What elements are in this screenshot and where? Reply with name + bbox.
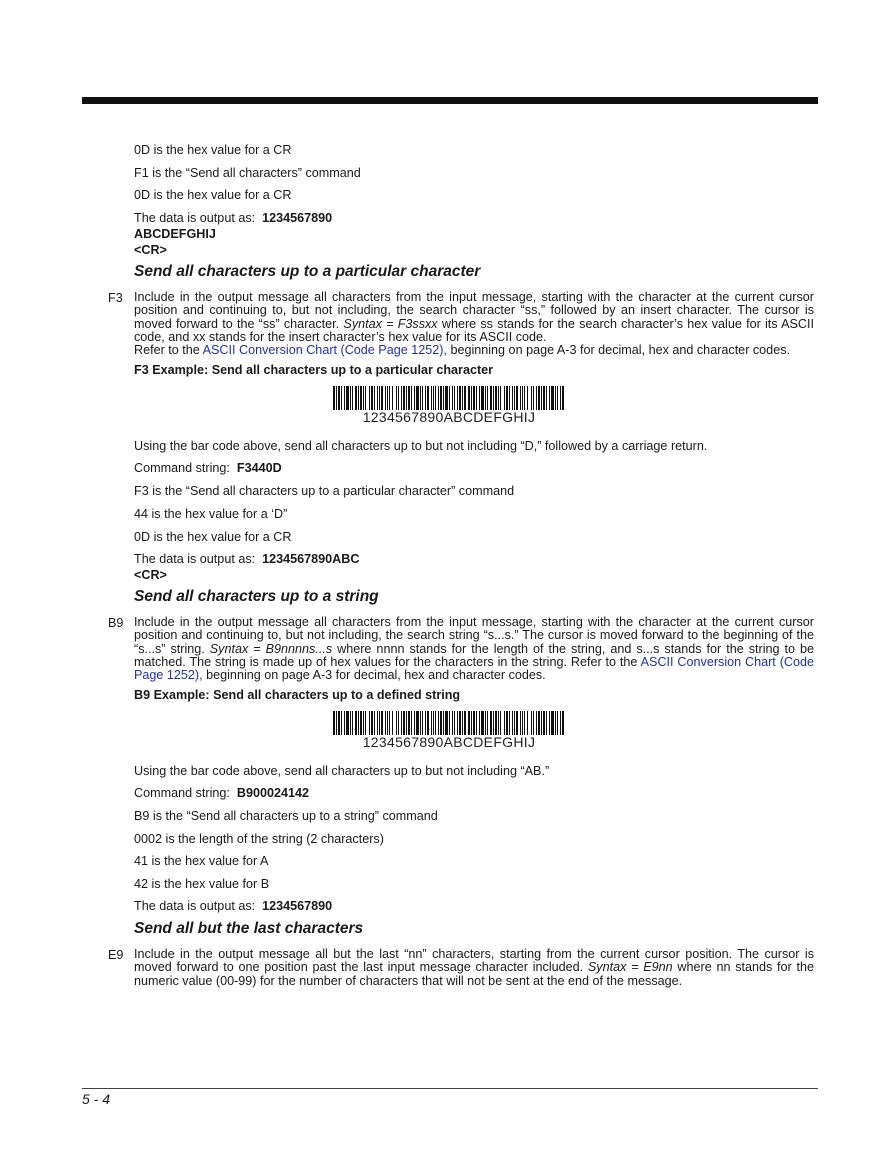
barcode-bar <box>479 711 480 735</box>
barcode-bar <box>365 386 366 410</box>
description-text: Include in the output message all characters from the input message, starting with the character at the current cursor position and continuing to, but not including, the search string “s...s.” The cursor is moved forward to the beginning of the “s...s” string. <box>134 615 814 656</box>
barcode-bar <box>485 711 486 735</box>
text-line: 41 is the hex value for A <box>134 854 269 868</box>
section-heading-f3: Send all characters up to a particular character <box>134 263 481 280</box>
barcode-bar <box>398 711 399 735</box>
barcode-bar <box>541 386 542 410</box>
barcode-bar <box>422 711 423 735</box>
barcode-bar <box>473 711 475 735</box>
output-line <box>134 552 359 566</box>
barcode-bar <box>560 386 561 410</box>
barcode-bar <box>543 711 545 735</box>
command-label: Command string: <box>134 461 230 475</box>
output-label: The data is output as: <box>134 899 256 913</box>
barcode-bar <box>369 711 370 735</box>
barcode-bar <box>452 711 453 735</box>
barcode-bar <box>420 386 421 410</box>
barcode-bar <box>344 386 345 410</box>
command-value: F3440D <box>236 461 282 475</box>
example-title-b9: B9 Example: Send all characters up to a defined string <box>134 688 461 702</box>
barcode-bar <box>506 711 508 735</box>
barcode-bar <box>543 386 545 410</box>
barcode-bar <box>333 386 335 410</box>
barcode-bar <box>454 386 455 410</box>
barcode-bar <box>427 711 429 735</box>
barcode-bar <box>398 386 399 410</box>
barcode-bar <box>438 711 439 735</box>
barcode-bar <box>506 386 508 410</box>
barcode-bar <box>411 386 412 410</box>
barcode-bar <box>538 711 540 735</box>
barcode-bar <box>333 711 335 735</box>
footer-rule <box>82 1088 818 1089</box>
barcode-bar <box>381 386 383 410</box>
barcode-text: 1234567890ABCDEFGHIJ <box>362 734 536 750</box>
example-title-f3: F3 Example: Send all characters up to a particular character <box>134 363 494 377</box>
barcode-bar <box>338 386 340 410</box>
barcode-bar <box>365 711 366 735</box>
barcode-bar <box>487 386 488 410</box>
barcode-bar <box>443 386 444 410</box>
barcode-bar <box>416 711 419 735</box>
barcode-bar <box>440 386 442 410</box>
barcode-bar <box>536 711 537 735</box>
barcode-bar <box>433 386 434 410</box>
barcode-bar <box>560 711 561 735</box>
barcode-bar <box>355 711 357 735</box>
barcode-bar <box>462 711 463 735</box>
barcode-bar <box>479 386 480 410</box>
barcode-bar <box>406 711 407 735</box>
barcode-bar <box>490 386 492 410</box>
text-line: 0D is the hex value for a CR <box>134 188 292 202</box>
barcode-text: 1234567890ABCDEFGHIJ <box>362 409 536 425</box>
refer-prefix: Refer to the <box>134 343 200 357</box>
barcode-bar <box>498 711 499 735</box>
barcode-bar <box>487 711 488 735</box>
barcode-bar <box>414 386 415 410</box>
barcode-bar <box>509 711 510 735</box>
barcode-b9 <box>333 711 565 750</box>
output-label: The data is output as: <box>134 211 256 225</box>
barcode-bar <box>538 386 540 410</box>
barcode-bar <box>389 386 390 410</box>
barcode-bar <box>352 711 353 735</box>
barcode-bar <box>449 711 450 735</box>
output-line <box>134 211 332 225</box>
barcode-bar <box>336 711 337 735</box>
barcode-bar <box>408 711 410 735</box>
barcode-bar <box>385 711 386 735</box>
text-line: 42 is the hex value for B <box>134 877 270 891</box>
command-value: B900024142 <box>236 786 310 800</box>
barcode-bar <box>493 711 494 735</box>
command-code-b9: B9 <box>108 616 124 630</box>
header-rule <box>82 97 818 104</box>
barcode-bar <box>431 386 432 410</box>
barcode-bar <box>381 711 383 735</box>
barcode-bar <box>358 386 359 410</box>
barcode-bar <box>360 711 362 735</box>
barcode-bar <box>406 386 407 410</box>
barcode-bar <box>531 386 532 410</box>
syntax: Syntax = B9nnnns...s <box>209 641 333 656</box>
barcode-bar <box>459 386 461 410</box>
barcode-bar <box>546 711 547 735</box>
barcode-bar <box>355 386 357 410</box>
output-value: 1234567890 <box>262 211 333 225</box>
barcode-bar <box>435 711 436 735</box>
text-line: 44 is the hex value for a ‘D” <box>134 507 288 521</box>
barcode-bar <box>396 386 397 410</box>
barcode-bar <box>468 711 470 735</box>
barcode-bar <box>401 711 402 735</box>
barcode-bar <box>374 386 375 410</box>
barcode-bar <box>495 711 497 735</box>
barcode-bar <box>527 386 528 410</box>
command-label: Command string: <box>134 786 230 800</box>
barcode-bar <box>371 711 373 735</box>
syntax: Syntax = E9nn <box>587 960 673 975</box>
barcode-bar <box>396 711 397 735</box>
barcode-bar <box>512 711 513 735</box>
barcode-bar <box>485 386 486 410</box>
barcode-bar <box>427 386 429 410</box>
barcode-bar <box>377 386 378 410</box>
barcode-bar <box>476 386 477 410</box>
barcode-bar <box>549 711 550 735</box>
barcode-bar <box>420 711 421 735</box>
using-line-f3: Using the bar code above, send all characters up to but not including “D,” followed by a carriage return. <box>134 439 708 453</box>
description-e9 <box>134 948 814 988</box>
description-f3 <box>134 291 814 344</box>
barcode-bar <box>546 386 547 410</box>
barcode-bar <box>403 711 405 735</box>
barcode-bar <box>445 711 448 735</box>
page-number: 5 - 4 <box>82 1091 111 1107</box>
barcode-bar <box>369 386 370 410</box>
barcode-bar <box>514 386 515 410</box>
section-heading-e9: Send all but the last characters <box>134 920 364 937</box>
section-heading-b9: Send all characters up to a string <box>134 588 379 605</box>
barcode-bar <box>459 711 461 735</box>
text-line: F3 is the “Send all characters up to a particular character” command <box>134 484 515 498</box>
description-text: where nnnn stands for the length of the string, and s...s stands for the string to be matched. The string is made up of hex values for the characters in the string. Refer to the <box>134 641 815 669</box>
barcode-bar <box>352 386 353 410</box>
barcode-bar <box>555 711 556 735</box>
command-code-f3: F3 <box>108 291 123 305</box>
barcode-bar <box>416 386 419 410</box>
barcode-bar <box>387 386 388 410</box>
barcode-bar <box>516 386 518 410</box>
barcode-bar <box>389 711 390 735</box>
output-line-2: <CR> <box>134 568 167 582</box>
barcode-bar <box>481 711 484 735</box>
barcode-bar <box>524 386 525 410</box>
barcode-bar <box>551 711 554 735</box>
barcode-bar <box>527 711 528 735</box>
barcode-bar <box>541 711 542 735</box>
command-line-f3 <box>134 461 282 475</box>
barcode-bar <box>385 386 386 410</box>
barcode-bar <box>520 711 521 735</box>
barcode-bar <box>435 386 436 410</box>
command-code-e9: E9 <box>108 948 124 962</box>
barcode-bar <box>338 711 340 735</box>
output-value: 1234567890 <box>262 899 333 913</box>
text-line: B9 is the “Send all characters up to a string” command <box>134 809 438 823</box>
barcode-bar <box>500 711 501 735</box>
barcode-bar <box>498 386 499 410</box>
barcode-bar <box>549 386 550 410</box>
barcode-bar <box>425 386 426 410</box>
barcode-bar <box>431 711 432 735</box>
barcode-bar <box>371 386 373 410</box>
barcode-bar <box>363 711 364 735</box>
barcode-bar <box>524 711 525 735</box>
barcode-bar <box>344 711 345 735</box>
description-text: where nn stands for the numeric value (00-99) for the number of characters that will not be sent at the end of the message. <box>134 960 815 988</box>
barcode-bar <box>449 386 450 410</box>
barcode-bar <box>336 386 337 410</box>
barcode-bar <box>533 386 534 410</box>
barcode-bar <box>520 386 521 410</box>
barcode-bar <box>350 711 351 735</box>
output-line-3: <CR> <box>134 243 167 257</box>
barcode-bar <box>476 711 477 735</box>
barcode-bar <box>379 711 380 735</box>
barcode-bar <box>350 386 351 410</box>
barcode-bar <box>514 711 515 735</box>
barcode-bar <box>358 711 359 735</box>
barcode-bar <box>443 711 444 735</box>
barcode-bar <box>445 386 448 410</box>
barcode-bar <box>341 711 342 735</box>
barcode-bar <box>403 386 405 410</box>
refer-suffix: beginning on page A-3 for decimal, hex and character codes. <box>450 343 790 357</box>
barcode-bar <box>346 711 349 735</box>
barcode-bar <box>392 386 393 410</box>
barcode-bar <box>562 386 564 410</box>
output-value: 1234567890ABC <box>262 552 360 566</box>
barcode-bar <box>531 711 532 735</box>
output-label: The data is output as: <box>134 552 256 566</box>
text-line: 0D is the hex value for a CR <box>134 143 292 157</box>
barcode-bar <box>387 711 388 735</box>
barcode-bar <box>473 386 475 410</box>
barcode-bar <box>374 711 375 735</box>
barcode-bar <box>504 386 505 410</box>
barcode-bar <box>341 386 342 410</box>
barcode-bar <box>471 386 472 410</box>
barcode-bar <box>471 711 472 735</box>
output-line <box>134 899 332 913</box>
barcode-bar <box>512 386 513 410</box>
barcode-bars <box>333 711 565 735</box>
barcode-bar <box>360 386 362 410</box>
barcode-bar <box>468 386 470 410</box>
barcode-bar <box>425 711 426 735</box>
description-text: Include in the output message all but the last “nn” characters, starting from the current cursor position. The cursor is moved forward to one position past the last input message character included. <box>134 947 814 975</box>
barcode-bar <box>522 386 523 410</box>
barcode-bar <box>557 386 558 410</box>
using-line-b9: Using the bar code above, send all characters up to but not including “AB.” <box>134 764 550 778</box>
barcode-bar <box>464 711 466 735</box>
barcode-bar <box>562 711 564 735</box>
syntax: Syntax = F3ssxx <box>343 316 438 331</box>
barcode-bar <box>464 386 466 410</box>
barcode-bar <box>500 386 501 410</box>
barcode-bar <box>392 711 393 735</box>
command-line-b9 <box>134 786 309 800</box>
barcode-bar <box>516 711 518 735</box>
barcode-bar <box>551 386 554 410</box>
barcode-bar <box>481 386 484 410</box>
barcode-bar <box>493 386 494 410</box>
description-b9 <box>134 616 814 682</box>
refer-line-f3 <box>134 343 790 357</box>
barcode-bar <box>440 711 442 735</box>
barcode-bar <box>536 386 537 410</box>
barcode-bar <box>379 386 380 410</box>
barcode-f3 <box>333 386 565 425</box>
ascii-chart-link[interactable]: ASCII Conversion Chart (Code Page 1252), <box>202 343 447 357</box>
barcode-bar <box>411 711 412 735</box>
description-text: where ss stands for the search character’s hex value for its ASCII code, and xx stands for the insert character’s hex value for its ASCII code. <box>134 316 814 344</box>
text-line: 0D is the hex value for a CR <box>134 530 292 544</box>
barcode-bar <box>504 711 505 735</box>
refer-suffix: beginning on page A-3 for decimal, hex and character codes. <box>206 668 546 683</box>
output-line-2: ABCDEFGHIJ <box>134 227 216 241</box>
barcode-bars <box>333 386 565 410</box>
barcode-bar <box>346 386 349 410</box>
barcode-bar <box>509 386 510 410</box>
barcode-bar <box>522 711 523 735</box>
ascii-chart-link[interactable]: ASCII Conversion Chart (Code Page 1252), <box>134 654 815 683</box>
barcode-bar <box>422 386 423 410</box>
barcode-bar <box>452 386 453 410</box>
barcode-bar <box>495 386 497 410</box>
barcode-bar <box>414 711 415 735</box>
barcode-bar <box>363 386 364 410</box>
barcode-bar <box>377 711 378 735</box>
text-line: F1 is the “Send all characters” command <box>134 166 361 180</box>
barcode-bar <box>457 386 458 410</box>
barcode-bar <box>555 386 556 410</box>
barcode-bar <box>557 711 558 735</box>
barcode-bar <box>408 386 410 410</box>
barcode-bar <box>438 386 439 410</box>
barcode-bar <box>533 711 534 735</box>
barcode-bar <box>401 386 402 410</box>
description-text: Include in the output message all characters from the input message, starting with the character at the current cursor position and continuing to, but not including, the search character “ss,” followed by an insert character. The cursor is moved forward to the “ss” character. <box>134 290 814 331</box>
barcode-bar <box>433 711 434 735</box>
barcode-bar <box>462 386 463 410</box>
barcode-bar <box>490 711 492 735</box>
barcode-bar <box>457 711 458 735</box>
barcode-bar <box>454 711 455 735</box>
text-line: 0002 is the length of the string (2 characters) <box>134 832 384 846</box>
